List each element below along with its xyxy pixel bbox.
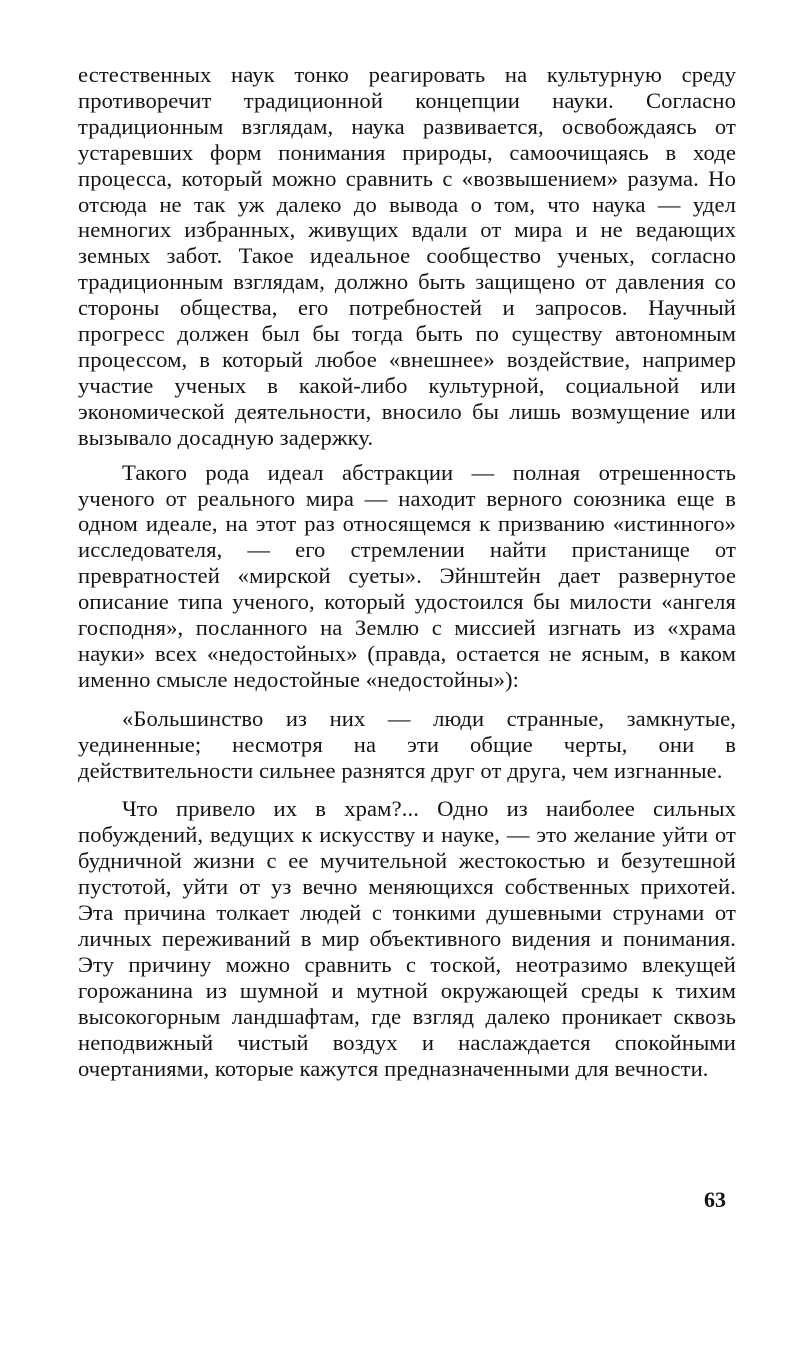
- paragraph-quote-einstein-1: «Большинство из них — люди странные, замкнутые, уединенные; несмотря на эти общие черты, они в действительности сильнее разнятся друг от друга, чем изгнанные.: [78, 705, 736, 783]
- paragraph-quote-einstein-2: Что привело их в храм?... Одно из наиболее сильных побуждений, ведущих к искусству и науке, — это желание уйти от будничной жизни с ее мучительной жестокостью и безутешной пустотой, уйти от уз вечно меняющихся собственных прихотей. Эта причина толкает людей с тонкими душевными струнами от личных переживаний в мир объективного видения и понимания. Эту причину можно сравнить с тоской, неотразимо влекущей горожанина из шумной и мутной окружающей среды к тихим высокогорным ландшафтам, где взгляд далеко проникает сквозь неподвижный чистый воздух и наслаждается спокойными очертаниями, которые кажутся предназначенными для вечности.: [78, 796, 736, 1081]
- page-number: 63: [704, 1187, 726, 1212]
- page-text-block: [78, 62, 736, 1081]
- paragraph-ideal-of-abstraction: Такого рода идеал абстракции — полная отрешенность ученого от реального мира — находит верного союзника еще в одном идеале, на этот раз относящемся к призванию «истинного» исследователя, — его стремлении найти пристанище от превратностей «мирской суеты». Эйнштейн дает развернутое описание типа ученого, который удостоился бы милости «ангеля господня», посланного на Землю с миссией изгнать из «храма науки» всех «недостойных» (правда, остается не ясным, в каком именно смысле недостойные «недостойны»):: [78, 459, 736, 692]
- paragraph-continuation: естественных наук тонко реагировать на культурную среду противоречит традиционной концепции науки. Согласно традиционным взглядам, наука развивается, освобождаясь от устаревших форм понимания природы, самоочищаясь в ходе процесса, который можно сравнить с «возвышением» разума. Но отсюда не так уж далеко до вывода о том, что наука — удел немногих избранных, живущих вдали от мира и не ведающих земных забот. Такое идеальное сообщество ученых, согласно традиционным взглядам, должно быть защищено от давления со стороны общества, его потребностей и запросов. Научный прогресс должен был бы тогда быть по существу автономным процессом, в который любое «внешнее» воздействие, например участие ученых в какой-либо культурной, социальной или экономической деятельности, вносило бы лишь возмущение или вызывало досадную задержку.: [78, 62, 736, 450]
